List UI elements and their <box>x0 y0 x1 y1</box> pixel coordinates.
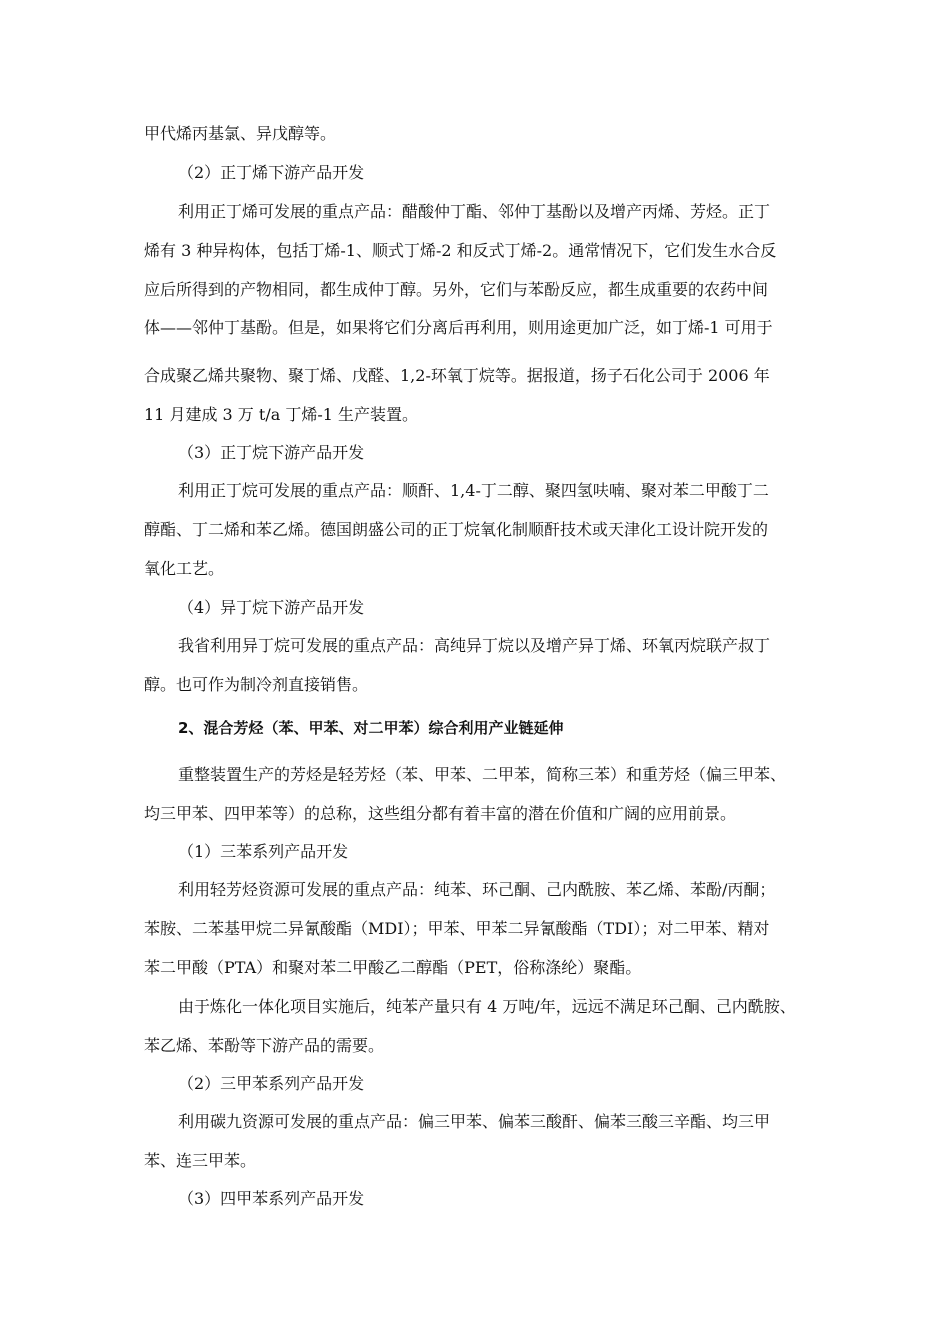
text-line: 苯乙烯、苯酚等下游产品的需要。 <box>144 1036 385 1055</box>
text-line: 醇。也可作为制冷剂直接销售。 <box>144 675 369 694</box>
subsection-heading: （2）正丁烯下游产品开发 <box>178 163 365 182</box>
subsection-heading: （3）四甲苯系列产品开发 <box>178 1189 365 1208</box>
paragraph-first-line: 利用碳九资源可发展的重点产品：偏三甲苯、偏苯三酸酐、偏苯三酸三辛酯、均三甲 <box>178 1112 771 1131</box>
text-line: 应后所得到的产物相同，都生成仲丁醇。另外，它们与苯酚反应，都生成重要的农药中间 <box>144 280 769 299</box>
paragraph-first-line: 我省利用异丁烷可发展的重点产品：高纯异丁烷以及增产异丁烯、环氧丙烷联产叔丁 <box>178 636 771 655</box>
paragraph-first-line: 利用正丁烷可发展的重点产品：顺酐、1,4-丁二醇、聚四氢呋喃、聚对苯二甲酸丁二 <box>178 481 769 500</box>
text-line: 均三甲苯、四甲苯等）的总称，这些组分都有着丰富的潜在价值和广阔的应用前景。 <box>144 804 737 823</box>
text-line: 苯二甲酸（PTA）和聚对苯二甲酸乙二醇酯（PET，俗称涤纶）聚酯。 <box>144 958 642 977</box>
subsection-heading: （1）三苯系列产品开发 <box>178 842 349 861</box>
paragraph-first-line: 利用轻芳烃资源可发展的重点产品：纯苯、环己酮、己内酰胺、苯乙烯、苯酚/丙酮； <box>178 880 776 899</box>
section-heading: 2、混合芳烃（苯、甲苯、对二甲苯）综合利用产业链延伸 <box>178 719 564 737</box>
text-line: 甲代烯丙基氯、异戊醇等。 <box>144 124 337 143</box>
text-line: 烯有 3 种异构体，包括丁烯-1、顺式丁烯-2 和反式丁烯-2。通常情况下，它们发生水合反 <box>144 241 777 260</box>
text-line: 醇酯、丁二烯和苯乙烯。德国朗盛公司的正丁烷氧化制顺酐技术或天津化工设计院开发的 <box>144 520 769 539</box>
paragraph-first-line: 由于炼化一体化项目实施后，纯苯产量只有 4 万吨/年，远远不满足环己酮、己内酰胺、 <box>178 997 796 1016</box>
text-line: 氧化工艺。 <box>144 559 225 578</box>
subsection-heading: （3）正丁烷下游产品开发 <box>178 443 365 462</box>
text-line: 合成聚乙烯共聚物、聚丁烯、戊醛、1,2-环氧丁烷等。据报道，扬子石化公司于 2006 年 <box>144 366 770 385</box>
text-line: 11 月建成 3 万 t/a 丁烯-1 生产装置。 <box>144 405 419 424</box>
subsection-heading: （2）三甲苯系列产品开发 <box>178 1074 365 1093</box>
text-line: 苯、连三甲苯。 <box>144 1151 257 1170</box>
text-line: 体——邻仲丁基酚。但是，如果将它们分离后再利用，则用途更加广泛，如丁烯-1 可用于 <box>144 318 773 337</box>
paragraph-first-line: 利用正丁烯可发展的重点产品：醋酸仲丁酯、邻仲丁基酚以及增产丙烯、芳烃。正丁 <box>178 202 771 221</box>
subsection-heading: （4）异丁烷下游产品开发 <box>178 598 365 617</box>
paragraph-first-line: 重整装置生产的芳烃是轻芳烃（苯、甲苯、二甲苯，简称三苯）和重芳烃（偏三甲苯、 <box>178 765 787 784</box>
text-line: 苯胺、二苯基甲烷二异氰酸酯（MDI）；甲苯、甲苯二异氰酸酯（TDI）；对二甲苯、精对 <box>144 919 770 938</box>
